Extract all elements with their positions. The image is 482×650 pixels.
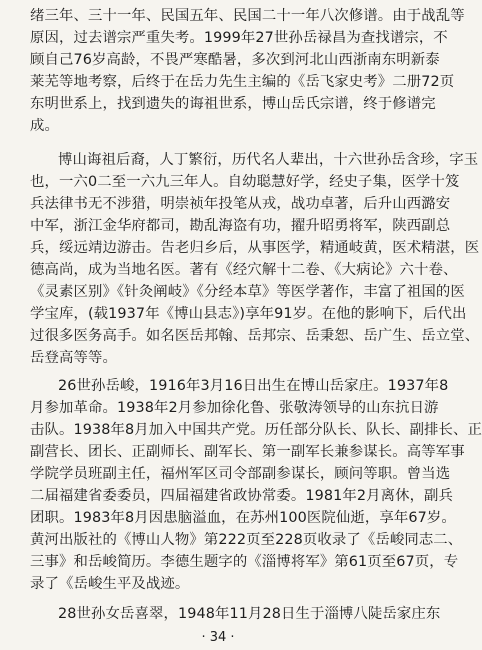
text-line: 东明世系上，找到遗失的诲祖世系，博山岳氏宗谱，终于修谱完 <box>30 96 436 112</box>
text-line: 三事》和岳峻简历。李德生题字的《淄博将军》第61页至67页，专 <box>30 554 459 570</box>
text-line: 德高尚，成为当地名医。著有《经穴解十二卷、《大病论》六十卷、 <box>30 262 458 278</box>
text-line: 岳登高等等。 <box>30 350 117 366</box>
text-line: 顾自己76岁高龄，不畏严寒酷暑，多次到河北山西浙南东明新泰 <box>30 52 440 68</box>
text-line: 学院学员班副主任，福州军区司令部副参谋长，顾问等职。曾当选 <box>30 466 451 482</box>
text-line: 录了《岳峻生平及战迹。 <box>30 576 190 592</box>
text-line: 博山诲祖后裔，人丁繁衍，历代名人辈出，十六世孙岳含珍，字玉 <box>58 152 479 168</box>
page-number: · 34 · <box>201 630 235 645</box>
text-line: 副营长、团长、正副师长、副军长、第一副军长兼参谋长。高等军事 <box>30 444 465 460</box>
text-line: 过很多医务高手。如名医岳邦翰、岳邦宗、岳秉恕、岳广生、岳立堂、 <box>30 328 480 344</box>
text-line: 莱芜等地考察，后终于在岳力先生主编的《岳飞家史考》二册72页 <box>30 74 455 90</box>
text-line: 26世孙岳峻，1916年3月16日出生在博山岳家庄。1937年8 <box>58 378 449 394</box>
text-line: 团职。1983年8月因患脑溢血，在苏州100医院仙逝，享年67岁。 <box>30 510 456 526</box>
text-line: 月参加革命。1938年2月参加徐化鲁、张敬涛领导的山东抗日游 <box>30 400 439 416</box>
text-line: 也，一六0二至一六九三年人。自幼聪慧好学，经史子集，医学十笈 <box>30 174 460 190</box>
text-line: 中军，浙江金华府都司，勘乱海盗有功，擢升昭勇将军，陕西副总 <box>30 218 451 234</box>
text-line: 黄河出版社的《博山人物》第222页至228页收录了《岳峻同志二、 <box>30 532 463 548</box>
text-line: 二届福建省委委员，四届福建省政协常委。1981年2月离休，副兵 <box>30 488 454 504</box>
text-line: 《灵素区别》《针灸阐岐》《分经本草》等医学著作，丰富了祖国的医 <box>30 284 465 300</box>
text-line: 绪三年、三十一年、民国五年、民国二十一年八次修谱。由于战乱等 <box>30 8 465 24</box>
text-line: 兵，绥远靖边游击。告老归乡后，从事医学，精通岐黄，医术精湛，医 <box>30 240 480 256</box>
text-line: 原因，过去谱宗严重失考。1999年27世孙岳禄昌为查找谱宗，不 <box>30 30 448 46</box>
text-line: 28世孙女岳喜翠，1948年11月28日生于淄博八陡岳家庄东 <box>58 606 441 622</box>
text-line: 成。 <box>30 118 59 134</box>
text-line: 击队。1938年8月加入中国共产党。历任部分队长、队长、副排长、正 <box>30 422 482 438</box>
text-line: 学宝库，(载1937年《博山县志》)享年91岁。在他的影响下，后代出 <box>30 306 467 322</box>
text-line: 兵法律书无不涉猎，明崇祯年投笔从戎，战功卓著，后升山西潞安 <box>30 196 451 212</box>
